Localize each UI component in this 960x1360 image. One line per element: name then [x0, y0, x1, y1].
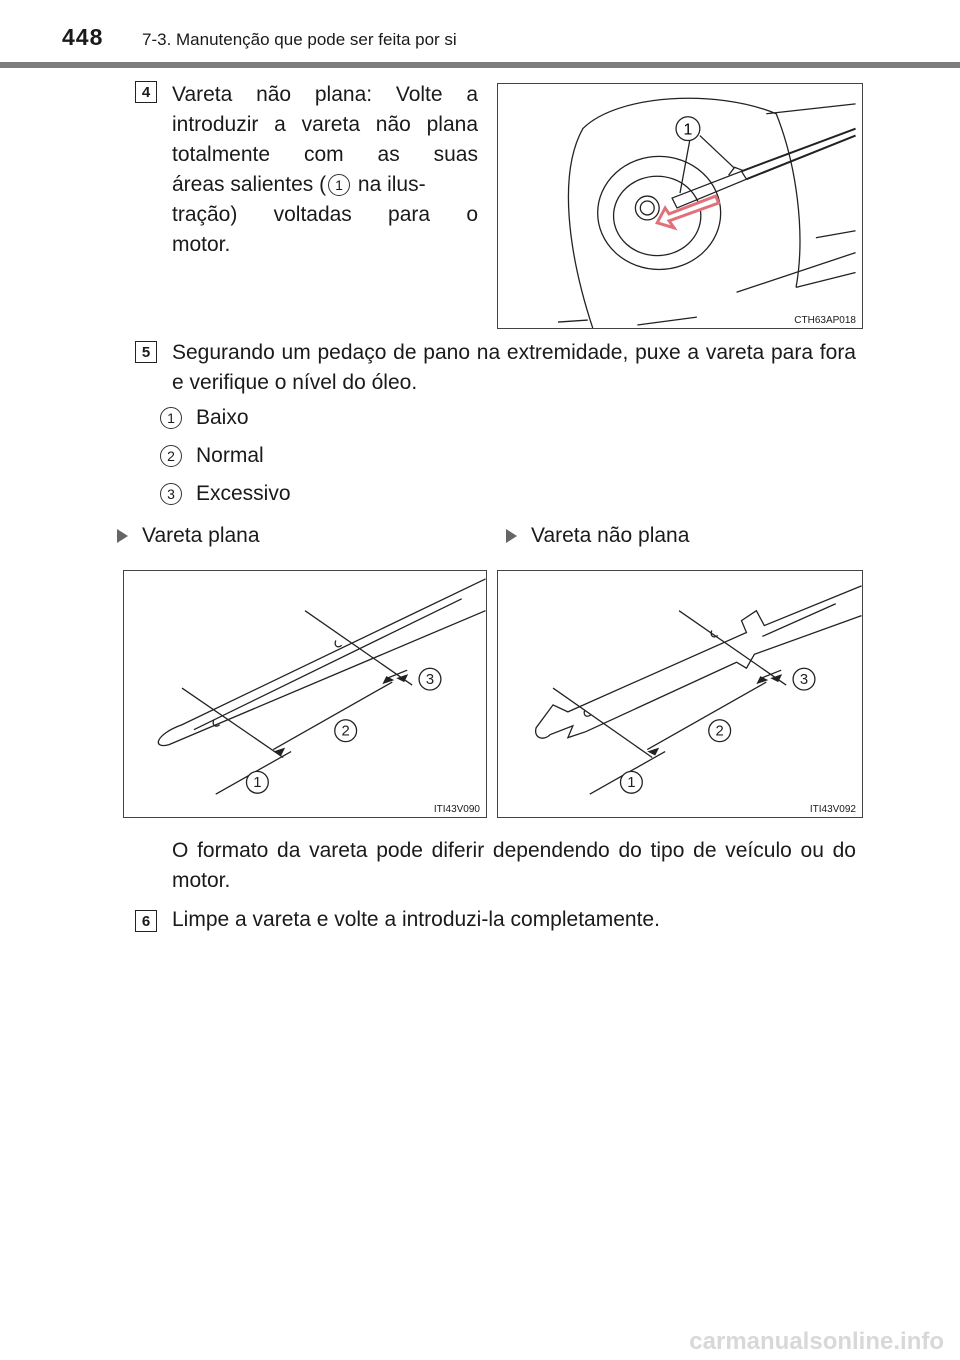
triangle-bullet-icon — [117, 529, 128, 543]
step-6-number: 6 — [135, 910, 157, 932]
callout-2: 2 — [341, 723, 350, 740]
step-5-text: Segurando um pedaço de pano na extremidade, puxe a vareta para fora e verifique o nível do óleo. — [172, 341, 856, 394]
step-4-line-with-callout — [172, 170, 478, 200]
flat-dipstick-illustration — [124, 571, 486, 817]
flat-dipstick-heading — [117, 524, 260, 548]
figure-non-flat-dipstick — [497, 570, 863, 818]
step-5-number: 5 — [135, 341, 157, 363]
callout-3: 3 — [799, 672, 809, 689]
figure-code: ITI43V092 — [809, 804, 856, 815]
step-4-line: tração) voltadas para o — [172, 203, 478, 226]
figure-flat-dipstick — [123, 570, 487, 818]
dipstick-insertion-illustration — [498, 84, 862, 328]
step-6-text: Limpe a vareta e volte a introduzi-la completamente. — [172, 908, 660, 931]
callout-1-inline: 1 — [328, 174, 350, 196]
section-title: 7-3. Manutenção que pode ser feita por si — [142, 30, 457, 49]
callout-1: 1 — [627, 775, 636, 792]
legend-item-excessive — [158, 482, 291, 506]
header-rule — [0, 62, 960, 68]
non-flat-dipstick-title: Vareta não plana — [531, 524, 690, 547]
step-4-line-start: áreas salientes ( — [172, 173, 327, 196]
legend-item-normal — [158, 444, 264, 468]
step-4-line: totalmente com as suas — [172, 143, 478, 166]
triangle-bullet-icon — [506, 529, 517, 543]
step-4-number: 4 — [135, 81, 157, 103]
watermark: carmanualsonline.info — [689, 1328, 944, 1355]
figure-dipstick-insertion — [497, 83, 863, 329]
callout-2: 2 — [715, 723, 724, 740]
legend-number: 3 — [160, 483, 182, 505]
non-flat-dipstick-illustration — [498, 571, 862, 817]
legend-item-low — [158, 406, 249, 430]
legend-label: Excessivo — [196, 482, 291, 505]
step-4-line-end: na ilus- — [352, 173, 426, 196]
legend-label: Baixo — [196, 406, 249, 429]
step-4-line: motor. — [172, 233, 231, 256]
callout-3: 3 — [425, 672, 435, 689]
page-number: 448 — [62, 24, 104, 50]
step-4-text — [172, 80, 478, 260]
callout-1: 1 — [683, 121, 693, 139]
flat-dipstick-title: Vareta plana — [142, 524, 260, 547]
legend-number: 2 — [160, 445, 182, 467]
legend-number: 1 — [160, 407, 182, 429]
figure-code: CTH63AP018 — [794, 315, 856, 326]
legend-label: Normal — [196, 444, 264, 467]
non-flat-dipstick-heading — [506, 524, 689, 548]
dipstick-shape-note: O formato da vareta pode diferir dependendo do tipo de veículo ou do motor. — [172, 839, 856, 892]
step-4-line: Vareta não plana: Volte a — [172, 83, 478, 106]
figure-code: ITI43V090 — [433, 804, 480, 815]
step-4-line: introduzir a vareta não plana — [172, 113, 478, 136]
callout-1: 1 — [253, 775, 262, 792]
